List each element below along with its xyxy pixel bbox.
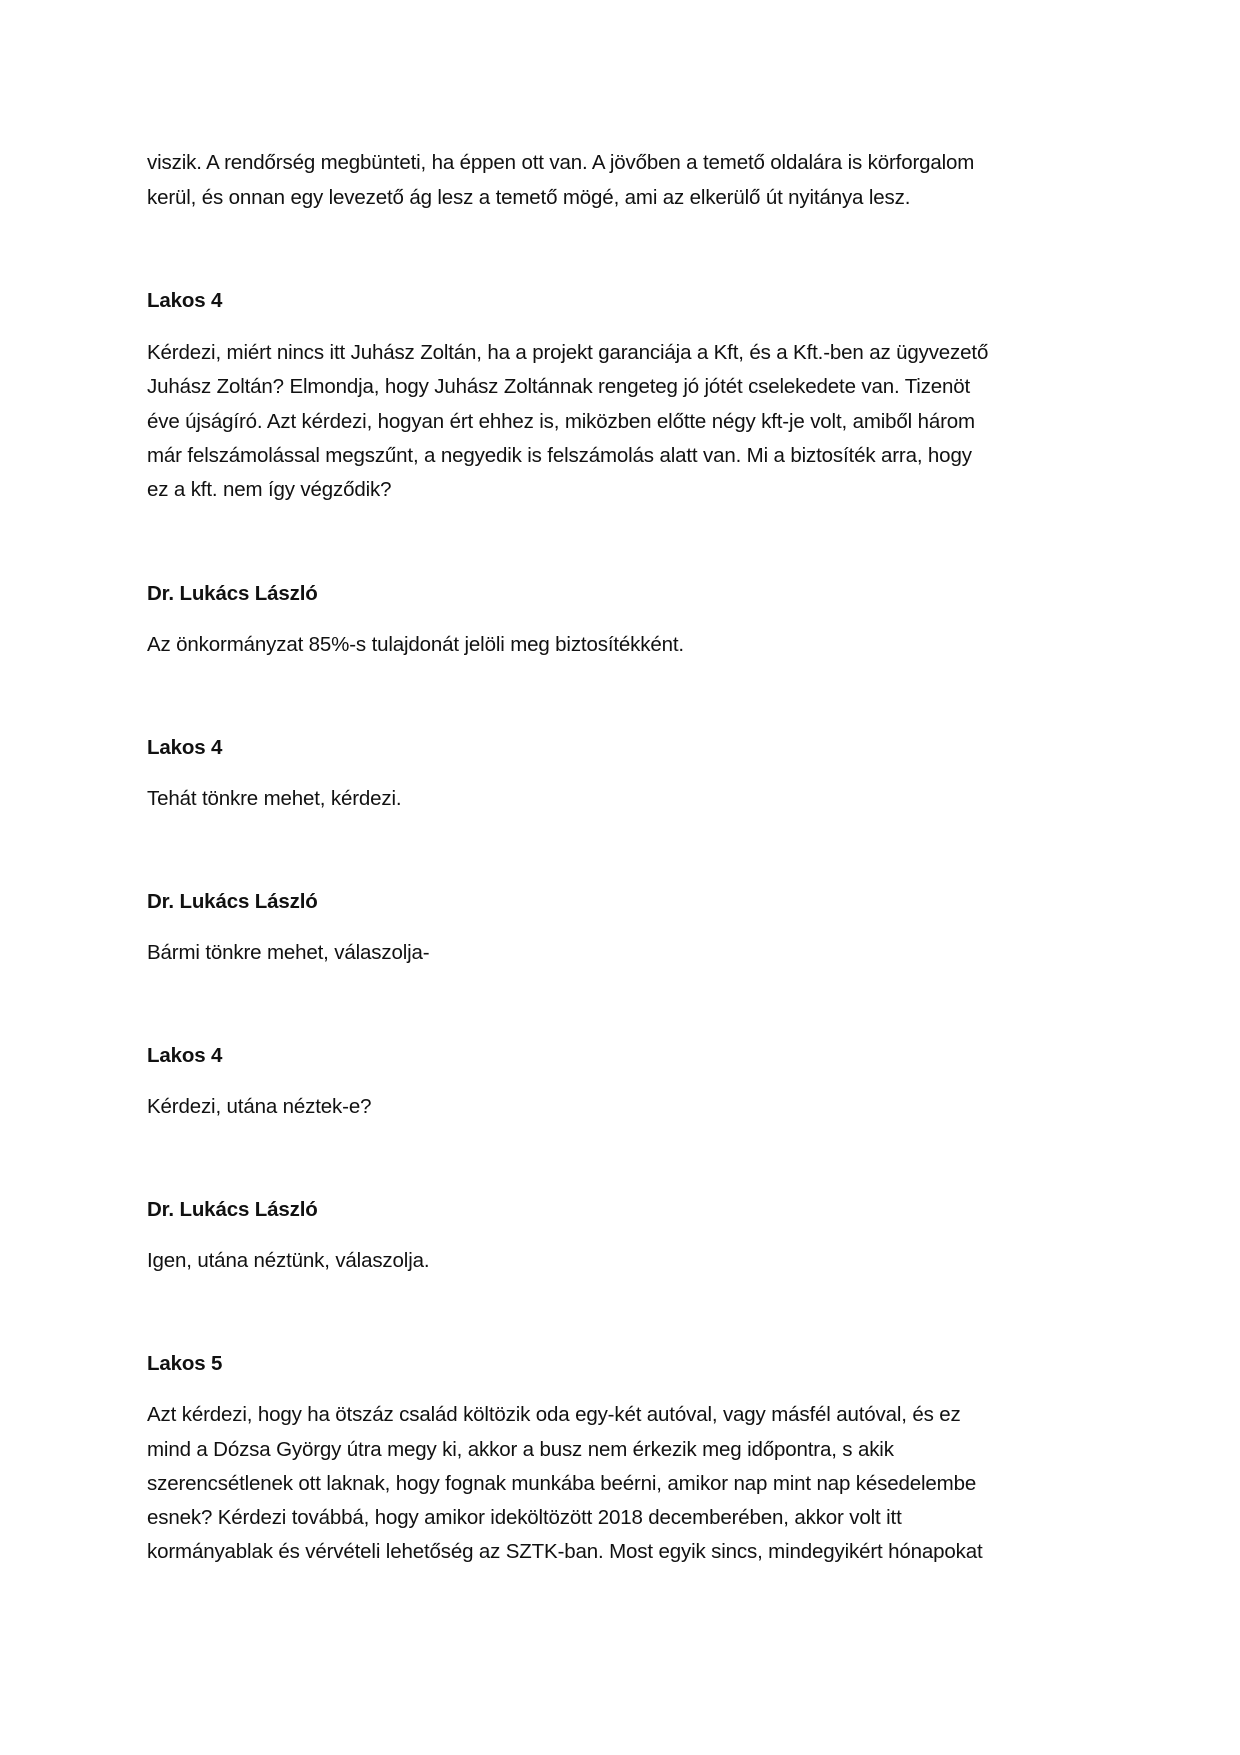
speaker-heading: Dr. Lukács László <box>147 1198 318 1221</box>
paragraph-line: éve újságíró. Azt kérdezi, hogyan ért ehhez is, miközben előtte négy kft-je volt, amiből három <box>147 410 975 433</box>
paragraph-line: esnek? Kérdezi továbbá, hogy amikor ideköltözött 2018 decemberében, akkor volt itt <box>147 1506 902 1529</box>
paragraph-line: Tehát tönkre mehet, kérdezi. <box>147 787 402 810</box>
speaker-heading: Lakos 4 <box>147 736 223 759</box>
paragraph-line: szerencsétlenek ott laknak, hogy fognak munkába beérni, amikor nap mint nap késedelembe <box>147 1472 977 1495</box>
speaker-heading: Lakos 4 <box>147 1044 223 1067</box>
speaker-heading: Dr. Lukács László <box>147 890 318 913</box>
paragraph-line: Bármi tönkre mehet, válaszolja- <box>147 941 430 964</box>
paragraph-line: kormányablak és vérvételi lehetőség az SZTK-ban. Most egyik sincs, mindegyikért hónapokat <box>147 1540 983 1563</box>
paragraph-line: ez a kft. nem így végződik? <box>147 478 392 501</box>
paragraph-line: Kérdezi, miért nincs itt Juhász Zoltán, ha a projekt garanciája a Kft, és a Kft.-ben az ügyvezető <box>147 341 989 364</box>
continuation-line: viszik. A rendőrség megbünteti, ha éppen ott van. A jövőben a temető oldalára is körforgalom <box>147 151 975 174</box>
paragraph-line: mind a Dózsa György útra megy ki, akkor a busz nem érkezik meg időpontra, s akik <box>147 1438 894 1461</box>
paragraph-line: Az önkormányzat 85%-s tulajdonát jelöli meg biztosítékként. <box>147 633 684 656</box>
continuation-line: kerül, és onnan egy levezető ág lesz a temető mögé, ami az elkerülő út nyitánya lesz. <box>147 186 911 209</box>
paragraph-line: Azt kérdezi, hogy ha ötszáz család költözik oda egy-két autóval, vagy másfél autóval, és ez <box>147 1403 961 1426</box>
speaker-heading: Lakos 4 <box>147 289 223 312</box>
speaker-heading: Dr. Lukács László <box>147 582 318 605</box>
paragraph-line: már felszámolással megszűnt, a negyedik is felszámolás alatt van. Mi a biztosíték arra, hogy <box>147 444 972 467</box>
paragraph-line: Juhász Zoltán? Elmondja, hogy Juhász Zoltánnak rengeteg jó jótét cselekedete van. Tizenöt <box>147 375 971 398</box>
speaker-heading: Lakos 5 <box>147 1352 223 1375</box>
paragraph-line: Igen, utána néztünk, válaszolja. <box>147 1249 430 1272</box>
paragraph-line: Kérdezi, utána néztek-e? <box>147 1095 372 1118</box>
